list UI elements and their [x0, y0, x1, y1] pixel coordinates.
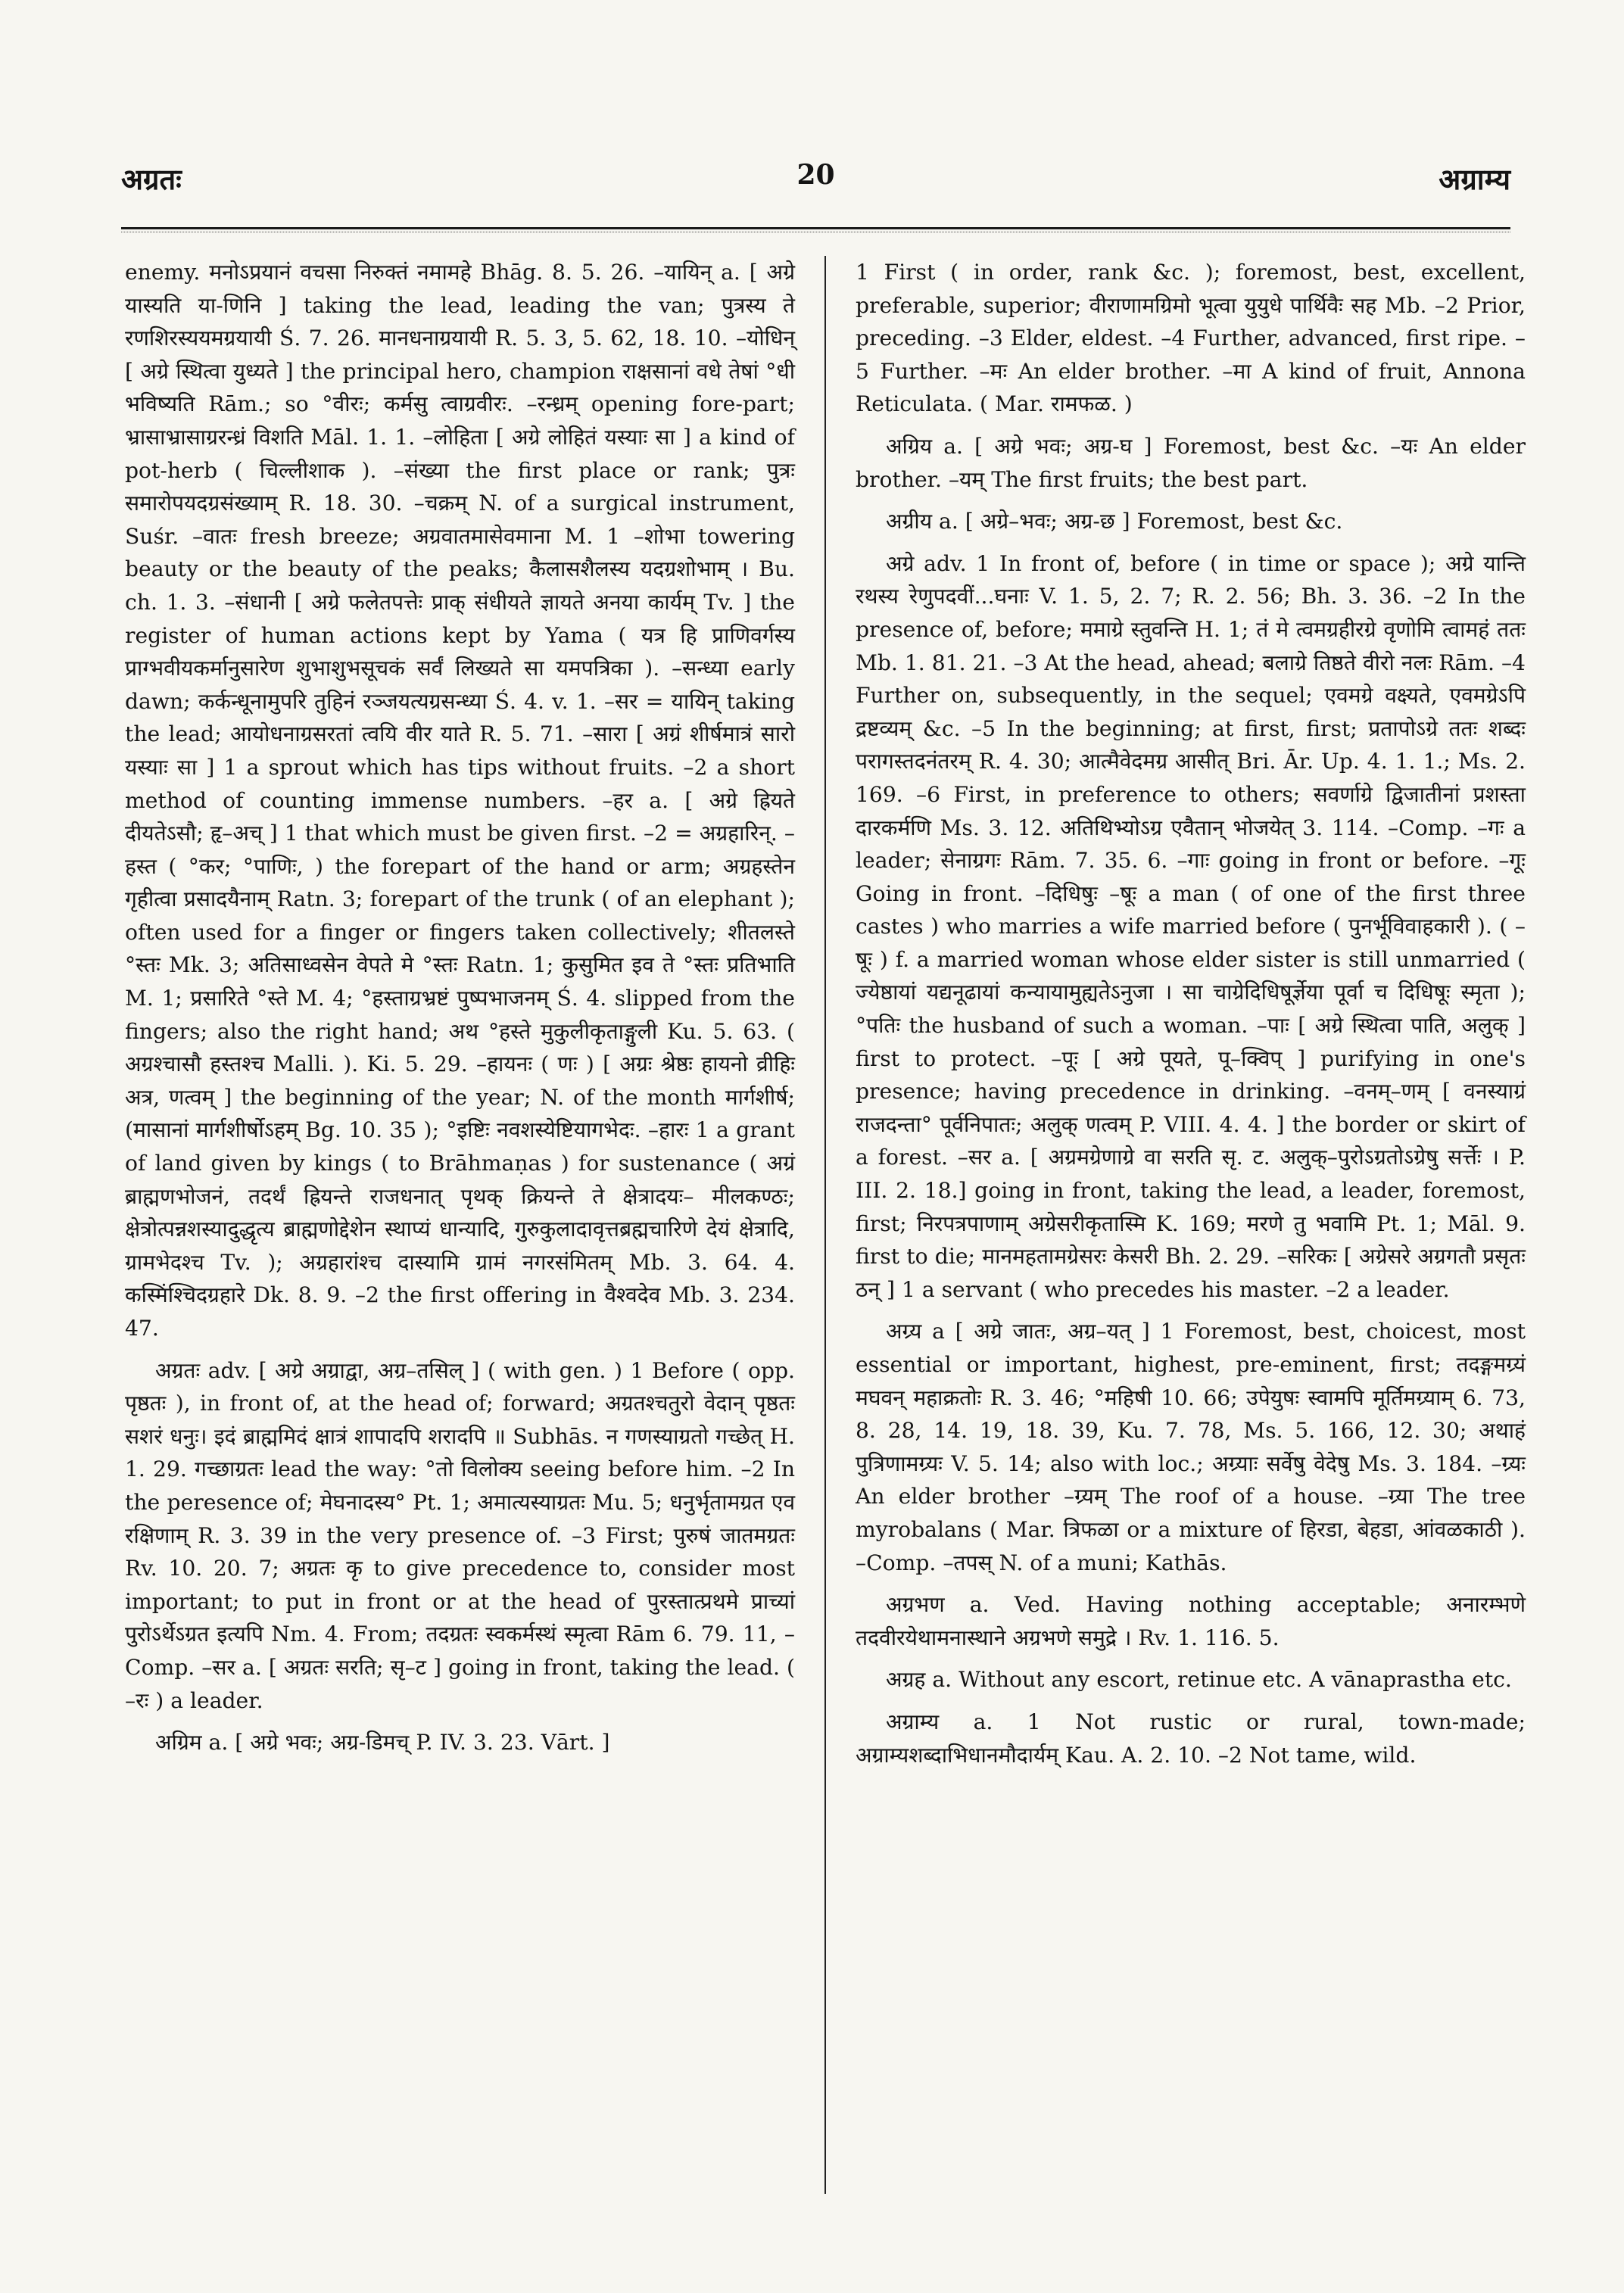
entry-agrabhana: अग्रभण a. Ved. Having nothing acceptable; अनारम्भणे तदवीरयेथामनास्थाने अग्रभणे समुद्रे । Rv. 1. 116. 5.	[856, 1592, 1526, 1650]
entry-agriya: अग्रिय a. [ अग्रे भवः; अग्र-घ ] Foremost, best &c. –यः An elder brother. –यम् The first fruits; the best part.	[856, 433, 1526, 492]
page-number: 20	[796, 159, 835, 191]
entry-agrima-continued: 1 First ( in order, rank &c. ); foremost, best, excellent, preferable, superior; वीराणामग्रिमो भूत्वा युयुधे पार्थिवैः सह Mb. –2 Prior, preceding. –3 Elder, eldest. –4 Further, advanced, first ripe. –5 Further. –मः An elder brother. –मा A kind of fruit, Annona Reticulata. ( Mar. रामफळ. )	[856, 260, 1526, 417]
page-header	[121, 159, 1510, 204]
header-rule	[121, 227, 1510, 229]
right-column	[856, 256, 1526, 1771]
entry-agrya: अग्र्य a [ अग्रे जातः, अग्र–यत् ] 1 Foremost, best, choicest, most essential or important, highest, pre-eminent, first; तदङ्गमग्र्यं मघवन् महाक्रतोः R. 3. 46; °महिषी 10. 66; उपेयुषः स्वामपि मूर्तिमग्र्याम् 6. 73, 8. 28, 14. 19, 18. 39, Ku. 7. 78, Ms. 5. 166, 12. 30; अथाहं पुत्रिणामग्र्यः V. 5. 14; also with loc.; अग्र्याः सर्वेषु वेदेषु Ms. 3. 184. –ग्र्यः An elder brother –ग्र्यम् The roof of a house. –ग्र्या The tree myrobalans ( Mar. त्रिफळा or a mixture of हिरडा, बेहडा, आंवळकाठी ). –Comp. –तपस् N. of a muni; Kathās.	[856, 1319, 1526, 1575]
entry-agraha: अग्रह a. Without any escort, retinue etc. A vānaprastha etc.	[886, 1667, 1512, 1693]
left-column	[125, 256, 795, 1759]
column-divider	[824, 256, 826, 2194]
entry-agramya: अग्राम्य a. 1 Not rustic or rural, town-made; अग्राम्यशब्दाभिधानमौदार्यम् Kau. A. 2. 10. –2 Not tame, wild.	[856, 1709, 1526, 1768]
entry-agriya-2: अग्रीय a. [ अग्रे–भवः; अग्र-छ ] Foremost, best &c.	[886, 509, 1343, 534]
entry-continuation: enemy. मनोऽप्रयानं वचसा निरुक्तं नमामहे Bhāg. 8. 5. 26. –यायिन् a. [ अग्रे यास्यति या-णिनि ] taking the lead, leading the van; पुत्रस्य ते रणशिरस्ययमग्रयायी Ś. 7. 26. मानधनाग्रयायी R. 5. 3, 5. 62, 18. 10. –योधिन् [ अग्रे स्थित्वा युध्यते ] the principal hero, champion राक्षसानां वधे तेषां °धी भविष्यति Rām.; so °वीरः; कर्मसु त्वाग्रवीरः. –रन्ध्रम् opening fore-part; भ्रासाभ्रासाग्ररन्ध्रं विशति Māl. 1. 1. –लोहिता [ अग्रे लोहितं यस्याः सा ] a kind of pot-herb ( चिल्लीशाक ). –संख्या the first place or rank; पुत्रः समारोपयदग्रसंख्याम् R. 18. 30. –चक्रम् N. of a surgical instrument, Suśr. –वातः fresh breeze; अग्रवातमासेवमाना M. 1 –शोभा towering beauty or the beauty of the peaks; कैलासशैलस्य यदग्रशोभाम् । Bu. ch. 1. 3. –संधानी [ अग्रे फलेतपत्तेः प्राक् संधीयते ज्ञायते अनया कार्यम् Tv. ] the register of human actions kept by Yama ( यत्र हि प्राणिवर्गस्य प्राग्भवीयकर्मानुसारेण शुभाशुभसूचकं सर्वं लिख्यते सा यमपत्रिका ). –सन्ध्या early dawn; कर्कन्धूनामुपरि तुहिनं रञ्जयत्यग्रसन्ध्या Ś. 4. v. 1. –सर = यायिन् taking the lead; आयोधनाग्रसरतां त्वयि वीर याते R. 5. 71. –सारा [ अग्रं शीर्षमात्रं सारो यस्याः सा ] 1 a sprout which has tips without fruits. –2 a short method of counting immense numbers. –हर a. [ अग्रे ह्रियते दीयतेऽसौ; हृ–अच् ] 1 that which must be given first. –2 = अग्रहारिन्. –हस्त ( °कर; °पाणिः, ) the forepart of the hand or arm; अग्रहस्तेन गृहीत्वा प्रसादयैनाम् Ratn. 3; forepart of the trunk ( of an elephant ); often used for a finger or fingers taken collectively; शीतलस्ते °स्तः Mk. 3; अतिसाध्वसेन वेपते मे °स्तः Ratn. 1; कुसुमित इव ते °स्तः प्रतिभाति M. 1; प्रसारिते °स्ते M. 4; °हस्ताग्रभ्रष्टं पुष्पभाजनम् Ś. 4. slipped from the fingers; also the right hand; अथ °हस्ते मुकुलीकृताङ्गुली Ku. 5. 63. ( अग्रश्चासौ हस्तश्च Malli. ). Ki. 5. 29. –हायनः ( णः ) [ अग्रः श्रेष्ठः हायनो व्रीहिः अत्र, णत्वम् ] the beginning of the year; N. of the month मार्गशीर्ष; (मासानां मार्गशीर्षोऽहम् Bg. 10. 35 ); °इष्टिः नवशस्येष्टियागभेदः. –हारः 1 a grant of land given by kings ( to Brāhmaṇas ) for sustenance ( अग्रं ब्राह्मणभोजनं, तदर्थं ह्रियन्ते राजधनात् पृथक् क्रियन्ते ते क्षेत्रादयः– मीलकण्ठः; क्षेत्रोत्पन्नशस्यादुद्धृत्य ब्राह्मणोद्देशेन स्थाप्यं धान्यादि, गुरुकुलादावृत्तब्रह्मचारिणे देयं क्षेत्रादि, ग्रामभेदश्च Tv. ); अग्रहारांश्च दास्यामि ग्रामं नगरसंमितम् Mb. 3. 64. 4. कस्मिंश्चिदग्रहारे Dk. 8. 9. –2 the first offering in वैश्वदेव Mb. 3. 234. 47.	[125, 260, 795, 1341]
entry-agratah: अग्रतः adv. [ अग्रे अग्राद्वा, अग्र–तसिल् ] ( with gen. ) 1 Before ( opp. पृष्ठतः ), in front of, at the head of; forward; अग्रतश्चतुरो वेदान् पृष्ठतः सशरं धनुः। इदं ब्राह्ममिदं क्षात्रं शापादपि शरादपि ॥ Subhās. न गणस्याग्रतो गच्छेत् H. 1. 29. गच्छाग्रतः lead the way: °तो विलोक्य seeing before him. –2 In the peresence of; मेघनादस्य° Pt. 1; अमात्यस्याग्रतः Mu. 5; धनुर्भृतामग्रत एव रक्षिणाम् R. 3. 39 in the very presence of. –3 First; पुरुषं जातमग्रतः Rv. 10. 20. 7; अग्रतः कृ to give precedence to, consider most important; to put in front or at the head of पुरस्तात्प्रथमे प्राच्यां पुरोऽर्थेऽग्रत इत्यपि Nm. 4. From; तदग्रतः स्वकर्मस्थं स्मृत्वा Rām 6. 79. 11, –Comp. –सर a. [ अग्रतः सरति; सृ–ट ] going in front, taking the lead. ( –रः ) a leader.	[125, 1357, 795, 1713]
entry-agrima: अग्रिम a. [ अग्रे भवः; अग्र-डिमच् P. IV. 3. 23. Vārt. ]	[155, 1730, 610, 1756]
header-right-headword: अग्राम्य	[1439, 162, 1510, 196]
entry-agre: अग्रे adv. 1 In front of, before ( in time or space ); अग्रे यान्ति रथस्य रेणुपदवीं...घनाः V. 1. 5, 2. 7; R. 2. 56; Bh. 3. 36. –2 In the presence of, before; ममाग्रे स्तुवन्ति H. 1; तं मे त्वमग्रहीरग्रे वृणोमि त्वामहं ततः Mb. 1. 81. 21. –3 At the head, ahead; बलाग्रे तिष्ठते वीरो नलः Rām. –4 Further on, subsequently, in the sequel; एवमग्रे वक्ष्यते, एवमग्रेऽपि द्रष्टव्यम् &c. –5 In the beginning; at first, first; प्रतापोऽग्रे ततः शब्दः परागस्तदनंतरम् R. 4. 30; आत्मैवेदमग्र आसीत् Bri. Ār. Up. 4. 1. 1.; Ms. 2. 169. –6 First, in preference to others; सवर्णाग्रे द्विजातीनां प्रशस्ता दारकर्मणि Ms. 3. 12. अतिथिभ्योऽग्र एवैतान् भोजयेत् 3. 114. –Comp. –गः a leader; सेनाग्रगः Rām. 7. 35. 6. –गाः going in front or before. –गूः Going in front. –दिधिषुः –षूः a man ( of one of the first three castes ) who marries a wife married before ( पुनर्भूविवाहकारी ). ( –षूः ) f. a married woman whose elder sister is still unmarried ( ज्येष्ठायां यद्यनूढायां कन्यायामुह्यतेऽनुजा । सा चाग्रेदिधिषूर्ज्ञेया पूर्वा च दिधिषूः स्मृता ); °पतिः the husband of such a woman. –पाः [ अग्रे स्थित्वा पाति, अलुक् ] first to protect. –पूः [ अग्रे पूयते, पू–क्विप् ] purifying in one's presence; having precedence in drinking. –वनम्–णम् [ वनस्याग्रं राजदन्ता° पूर्वनिपातः; अलुक् णत्वम् P. VIII. 4. 4. ] the border or skirt of a forest. –सर a. [ अग्रमग्रेणाग्रे वा सरति सृ. ट. अलुक्–पुरोऽग्रतोऽग्रेषु सर्त्तेः । P. III. 2. 18.] going in front, taking the lead, a leader, foremost, first; निरपत्रपाणाम् अग्रेसरीकृतास्मि K. 169; मरणे तु भवामि Pt. 1; Māl. 9. first to die; मानमहतामग्रेसरः केसरी Bh. 2. 29. –सरिकः [ अग्रेसरे अग्रगतौ प्रसृतः ठन् ] 1 a servant ( who precedes his master. –2 a leader.	[856, 550, 1526, 1302]
header-left-headword: अग्रतः	[121, 162, 182, 196]
